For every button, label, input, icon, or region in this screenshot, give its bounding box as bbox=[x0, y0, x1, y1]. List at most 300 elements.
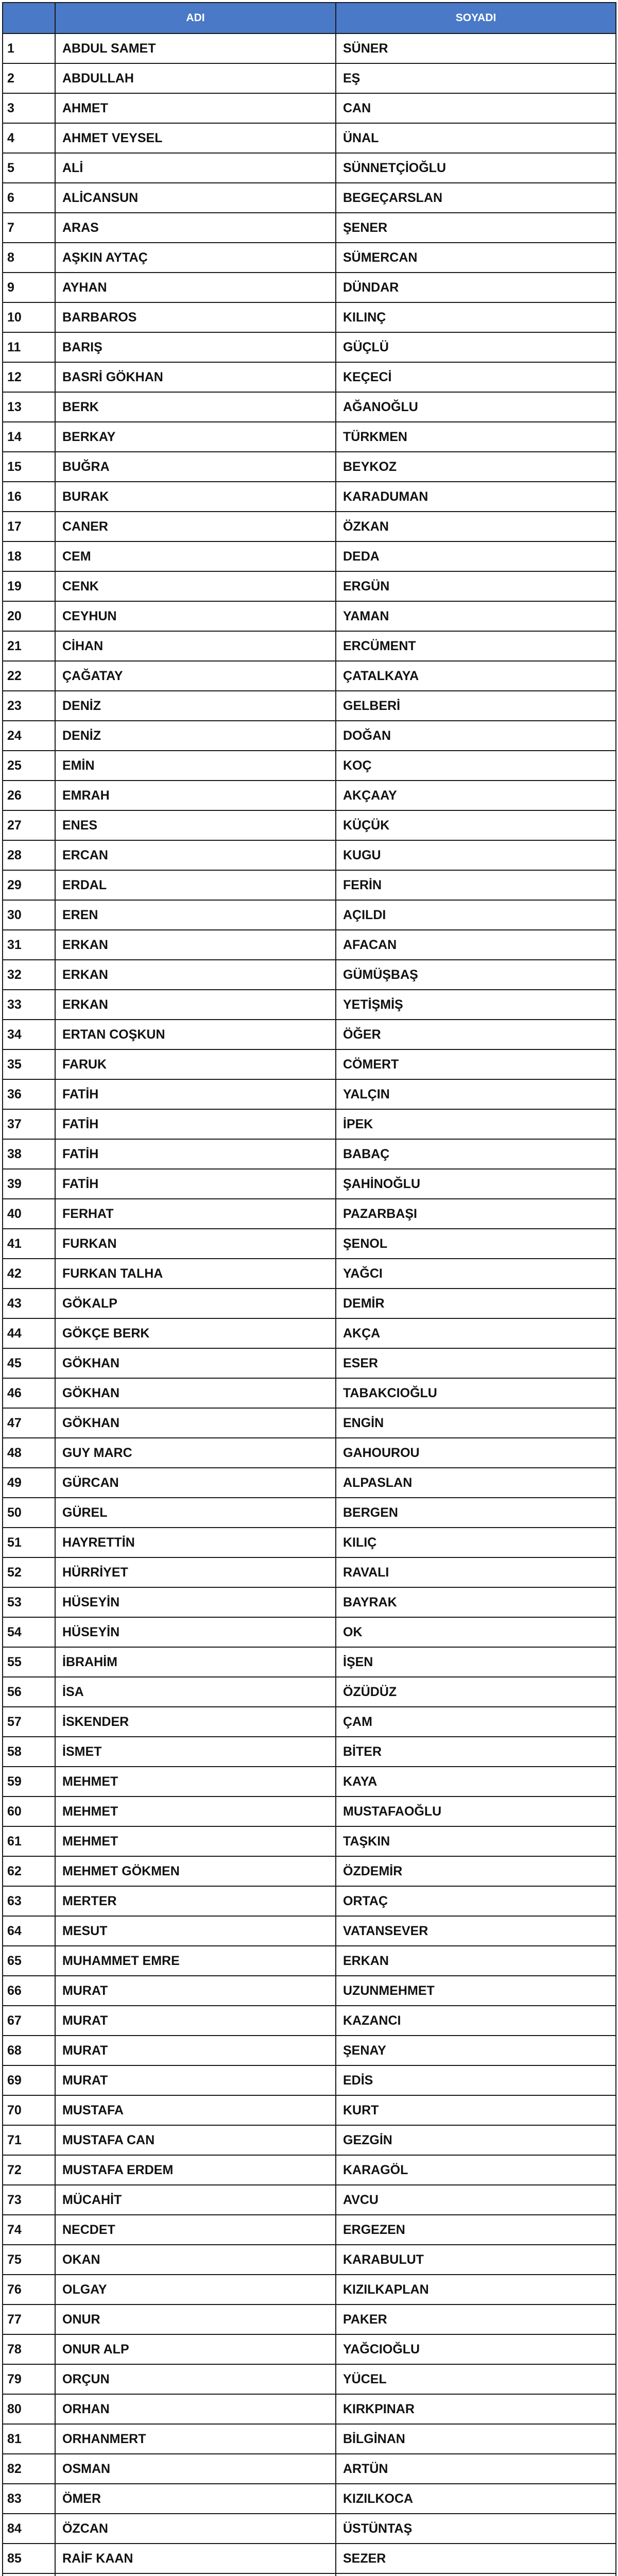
last-name-cell: PAKER bbox=[336, 2304, 616, 2334]
row-number: 68 bbox=[3, 2036, 55, 2065]
table-row bbox=[3, 1408, 616, 1438]
first-name-cell: ONUR ALP bbox=[55, 2334, 336, 2364]
first-name-cell: MUSTAFA CAN bbox=[55, 2125, 336, 2155]
last-name-cell: ÜSTÜNTAŞ bbox=[336, 2514, 616, 2544]
table-row bbox=[3, 2454, 616, 2484]
last-name-cell: ORTAÇ bbox=[336, 1886, 616, 1916]
last-name-cell: ŞAHİNOĞLU bbox=[336, 1169, 616, 1199]
first-name-cell: FURKAN bbox=[55, 1229, 336, 1259]
first-name-cell: MURAT bbox=[55, 2065, 336, 2095]
last-name-cell: KILINÇ bbox=[336, 302, 616, 332]
last-name-cell: EDİS bbox=[336, 2065, 616, 2095]
table-row bbox=[3, 990, 616, 1020]
last-name-cell: KARAGÖL bbox=[336, 2155, 616, 2185]
row-number: 81 bbox=[3, 2424, 55, 2454]
row-number: 33 bbox=[3, 990, 55, 1020]
table-row bbox=[3, 1079, 616, 1109]
last-name-cell: YAĞCIOĞLU bbox=[336, 2334, 616, 2364]
last-name-cell: MUSTAFAOĞLU bbox=[336, 1797, 616, 1826]
last-name-cell: BERGEN bbox=[336, 1498, 616, 1528]
row-number: 82 bbox=[3, 2454, 55, 2484]
last-name-cell: AFACAN bbox=[336, 930, 616, 960]
table-row bbox=[3, 601, 616, 631]
first-name-cell: GUY MARC bbox=[55, 1438, 336, 1468]
table-row bbox=[3, 2006, 616, 2036]
header-first-name: ADI bbox=[55, 3, 336, 33]
table-row bbox=[3, 930, 616, 960]
last-name-cell: KURT bbox=[336, 2095, 616, 2125]
first-name-cell: İSA bbox=[55, 1677, 336, 1707]
first-name-cell: EREN bbox=[55, 900, 336, 930]
row-number: 26 bbox=[3, 781, 55, 810]
table-row bbox=[3, 1259, 616, 1289]
last-name-cell: ÜNAL bbox=[336, 123, 616, 153]
table-row bbox=[3, 93, 616, 123]
first-name-cell: CENK bbox=[55, 571, 336, 601]
table-row bbox=[3, 721, 616, 751]
row-number: 35 bbox=[3, 1049, 55, 1079]
last-name-cell: AĞANOĞLU bbox=[336, 392, 616, 422]
header-last-name: SOYADI bbox=[336, 3, 616, 33]
last-name-cell: SÜNNETÇİOĞLU bbox=[336, 153, 616, 183]
table-row bbox=[3, 571, 616, 601]
last-name-cell: DOĞAN bbox=[336, 721, 616, 751]
table-row bbox=[3, 2215, 616, 2245]
first-name-cell: ABDULLAH bbox=[55, 63, 336, 93]
row-number: 62 bbox=[3, 1856, 55, 1886]
first-name-cell: BARIŞ bbox=[55, 332, 336, 362]
row-number: 42 bbox=[3, 1259, 55, 1289]
first-name-cell: AYHAN bbox=[55, 273, 336, 302]
row-number: 78 bbox=[3, 2334, 55, 2364]
table-row bbox=[3, 541, 616, 571]
row-number: 6 bbox=[3, 183, 55, 213]
table-row bbox=[3, 661, 616, 691]
row-number: 27 bbox=[3, 810, 55, 840]
first-name-cell: FARUK bbox=[55, 1049, 336, 1079]
table-row bbox=[3, 2394, 616, 2424]
table-row bbox=[3, 1378, 616, 1408]
first-name-cell: BUĞRA bbox=[55, 452, 336, 482]
first-name-cell: ABDUL SAMET bbox=[55, 33, 336, 63]
row-number: 11 bbox=[3, 332, 55, 362]
last-name-cell: YETİŞMİŞ bbox=[336, 990, 616, 1020]
table-row bbox=[3, 1199, 616, 1229]
first-name-cell: MÜCAHİT bbox=[55, 2185, 336, 2215]
row-number: 69 bbox=[3, 2065, 55, 2095]
last-name-cell: YALÇIN bbox=[336, 1079, 616, 1109]
first-name-cell: ENES bbox=[55, 810, 336, 840]
row-number: 34 bbox=[3, 1020, 55, 1049]
last-name-cell: BİTER bbox=[336, 1737, 616, 1767]
last-name-cell: AKÇAAY bbox=[336, 781, 616, 810]
row-number: 80 bbox=[3, 2394, 55, 2424]
table-row bbox=[3, 2275, 616, 2304]
last-name-cell: BABAÇ bbox=[336, 1139, 616, 1169]
row-number: 2 bbox=[3, 63, 55, 93]
last-name-cell: KAYA bbox=[336, 1767, 616, 1797]
table-row bbox=[3, 213, 616, 243]
row-number: 76 bbox=[3, 2275, 55, 2304]
table-row bbox=[3, 1856, 616, 1886]
row-number: 21 bbox=[3, 631, 55, 661]
last-name-cell: ŞENAY bbox=[336, 2036, 616, 2065]
row-number: 75 bbox=[3, 2245, 55, 2275]
last-name-cell: KIZILKOCA bbox=[336, 2484, 616, 2514]
last-name-cell: ÇATALKAYA bbox=[336, 661, 616, 691]
first-name-cell: ALİCANSUN bbox=[55, 183, 336, 213]
row-number: 55 bbox=[3, 1647, 55, 1677]
last-name-cell: TABAKCIOĞLU bbox=[336, 1378, 616, 1408]
table-row bbox=[3, 2334, 616, 2364]
row-number: 64 bbox=[3, 1916, 55, 1946]
last-name-cell: ÖZÜDÜZ bbox=[336, 1677, 616, 1707]
table-row bbox=[3, 183, 616, 213]
table-row bbox=[3, 362, 616, 392]
first-name-cell: BASRİ GÖKHAN bbox=[55, 362, 336, 392]
table-row bbox=[3, 1797, 616, 1826]
last-name-cell: ENGİN bbox=[336, 1408, 616, 1438]
row-number: 53 bbox=[3, 1587, 55, 1617]
table-row bbox=[3, 392, 616, 422]
row-number: 46 bbox=[3, 1378, 55, 1408]
table-row bbox=[3, 2484, 616, 2514]
table-row bbox=[3, 1348, 616, 1378]
table-row bbox=[3, 2036, 616, 2065]
table-row bbox=[3, 1647, 616, 1677]
row-number: 18 bbox=[3, 541, 55, 571]
row-number: 45 bbox=[3, 1348, 55, 1378]
last-name-cell: OK bbox=[336, 1617, 616, 1647]
row-number: 77 bbox=[3, 2304, 55, 2334]
row-number: 43 bbox=[3, 1289, 55, 1318]
row-number: 1 bbox=[3, 33, 55, 63]
header-row bbox=[3, 3, 616, 33]
last-name-cell: EŞ bbox=[336, 63, 616, 93]
row-number: 4 bbox=[3, 123, 55, 153]
last-name-cell: CAN bbox=[336, 93, 616, 123]
last-name-cell: YAĞCI bbox=[336, 1259, 616, 1289]
row-number: 71 bbox=[3, 2125, 55, 2155]
table-row bbox=[3, 691, 616, 721]
first-name-cell: MUHAMMET EMRE bbox=[55, 1946, 336, 1976]
first-name-cell: MUSTAFA ERDEM bbox=[55, 2155, 336, 2185]
first-name-cell: MEHMET bbox=[55, 1767, 336, 1797]
table-row bbox=[3, 2245, 616, 2275]
row-number: 30 bbox=[3, 900, 55, 930]
last-name-cell: BEYKOZ bbox=[336, 452, 616, 482]
first-name-cell: OSMAN bbox=[55, 2454, 336, 2484]
first-name-cell: HAYRETTİN bbox=[55, 1528, 336, 1557]
table-row bbox=[3, 1049, 616, 1079]
first-name-cell: ALİ bbox=[55, 153, 336, 183]
row-number: 7 bbox=[3, 213, 55, 243]
last-name-cell: ESER bbox=[336, 1348, 616, 1378]
last-name-cell: SEZER bbox=[336, 2544, 616, 2573]
table-row bbox=[3, 153, 616, 183]
last-name-cell: ERCÜMENT bbox=[336, 631, 616, 661]
table-row bbox=[3, 751, 616, 781]
first-name-cell: AHMET VEYSEL bbox=[55, 123, 336, 153]
row-number: 17 bbox=[3, 512, 55, 541]
last-name-cell: ERGEZEN bbox=[336, 2215, 616, 2245]
row-number: 23 bbox=[3, 691, 55, 721]
row-number: 60 bbox=[3, 1797, 55, 1826]
table-row bbox=[3, 900, 616, 930]
row-number: 48 bbox=[3, 1438, 55, 1468]
first-name-cell: ARAS bbox=[55, 213, 336, 243]
last-name-cell: KARABULUT bbox=[336, 2245, 616, 2275]
first-name-cell: FATİH bbox=[55, 1079, 336, 1109]
last-name-cell: ÇAM bbox=[336, 1707, 616, 1737]
table-row bbox=[3, 2095, 616, 2125]
first-name-cell: MEHMET bbox=[55, 1797, 336, 1826]
last-name-cell bbox=[336, 2573, 616, 2576]
last-name-cell: ÖĞER bbox=[336, 1020, 616, 1049]
table-row bbox=[3, 1587, 616, 1617]
last-name-cell: TAŞKIN bbox=[336, 1826, 616, 1856]
last-name-cell: ALPASLAN bbox=[336, 1468, 616, 1498]
first-name-cell: GÖKÇE BERK bbox=[55, 1318, 336, 1348]
row-number: 37 bbox=[3, 1109, 55, 1139]
first-name-cell: İBRAHİM bbox=[55, 1647, 336, 1677]
row-number: 70 bbox=[3, 2095, 55, 2125]
last-name-cell: BİLGİNAN bbox=[336, 2424, 616, 2454]
table-row bbox=[3, 2155, 616, 2185]
last-name-cell: İŞEN bbox=[336, 1647, 616, 1677]
row-number: 58 bbox=[3, 1737, 55, 1767]
first-name-cell: HÜSEYİN bbox=[55, 1587, 336, 1617]
row-number: 50 bbox=[3, 1498, 55, 1528]
row-number: 66 bbox=[3, 1976, 55, 2006]
table-row bbox=[3, 452, 616, 482]
table-row bbox=[3, 2364, 616, 2394]
row-number: 57 bbox=[3, 1707, 55, 1737]
first-name-cell: OKAN bbox=[55, 2245, 336, 2275]
first-name-cell: ERKAN bbox=[55, 990, 336, 1020]
first-name-cell: GÖKHAN bbox=[55, 1408, 336, 1438]
table-row bbox=[3, 1528, 616, 1557]
first-name-cell: AŞKIN AYTAÇ bbox=[55, 243, 336, 273]
first-name-cell: BURAK bbox=[55, 482, 336, 512]
first-name-cell: ORÇUN bbox=[55, 2364, 336, 2394]
first-name-cell: MURAT bbox=[55, 2036, 336, 2065]
table-row bbox=[3, 810, 616, 840]
last-name-cell: YAMAN bbox=[336, 601, 616, 631]
row-number: 15 bbox=[3, 452, 55, 482]
table-row bbox=[3, 1318, 616, 1348]
table-row bbox=[3, 302, 616, 332]
last-name-cell: KÜÇÜK bbox=[336, 810, 616, 840]
first-name-cell: ORHAN bbox=[55, 2394, 336, 2424]
table-row bbox=[3, 1946, 616, 1976]
row-number: 52 bbox=[3, 1557, 55, 1587]
last-name-cell: GEZGİN bbox=[336, 2125, 616, 2155]
last-name-cell: SÜMERCAN bbox=[336, 243, 616, 273]
row-number: 10 bbox=[3, 302, 55, 332]
last-name-cell: GÜMÜŞBAŞ bbox=[336, 960, 616, 990]
table-row bbox=[3, 1438, 616, 1468]
first-name-cell: FATİH bbox=[55, 1109, 336, 1139]
last-name-cell: ERGÜN bbox=[336, 571, 616, 601]
row-number: 28 bbox=[3, 840, 55, 870]
table-row bbox=[3, 1557, 616, 1587]
row-number bbox=[3, 2573, 55, 2576]
first-name-cell: İSMET bbox=[55, 1737, 336, 1767]
table-row bbox=[3, 1707, 616, 1737]
row-number: 83 bbox=[3, 2484, 55, 2514]
row-number: 85 bbox=[3, 2544, 55, 2573]
last-name-cell: KARADUMAN bbox=[336, 482, 616, 512]
last-name-cell: DEDA bbox=[336, 541, 616, 571]
table-row bbox=[3, 33, 616, 63]
first-name-cell: BERK bbox=[55, 392, 336, 422]
row-number: 84 bbox=[3, 2514, 55, 2544]
first-name-cell bbox=[55, 2573, 336, 2576]
row-number: 56 bbox=[3, 1677, 55, 1707]
last-name-cell: FERİN bbox=[336, 870, 616, 900]
first-name-cell: GÜREL bbox=[55, 1498, 336, 1528]
first-name-cell: MURAT bbox=[55, 1976, 336, 2006]
first-name-cell: HÜRRİYET bbox=[55, 1557, 336, 1587]
first-name-cell: İSKENDER bbox=[55, 1707, 336, 1737]
first-name-cell: BARBAROS bbox=[55, 302, 336, 332]
table-row bbox=[3, 1826, 616, 1856]
first-name-cell: MEHMET GÖKMEN bbox=[55, 1856, 336, 1886]
first-name-cell: ORHANMERT bbox=[55, 2424, 336, 2454]
table-row bbox=[3, 840, 616, 870]
first-name-cell: MUSTAFA bbox=[55, 2095, 336, 2125]
last-name-cell: RAVALI bbox=[336, 1557, 616, 1587]
row-number: 5 bbox=[3, 153, 55, 183]
row-number: 61 bbox=[3, 1826, 55, 1856]
first-name-cell: GÜRCAN bbox=[55, 1468, 336, 1498]
table-row bbox=[3, 2065, 616, 2095]
table-row bbox=[3, 273, 616, 302]
last-name-cell: İPEK bbox=[336, 1109, 616, 1139]
first-name-cell: ERTAN COŞKUN bbox=[55, 1020, 336, 1049]
last-name-cell: GÜÇLÜ bbox=[336, 332, 616, 362]
first-name-cell: MERTER bbox=[55, 1886, 336, 1916]
row-number: 16 bbox=[3, 482, 55, 512]
table-row bbox=[3, 1139, 616, 1169]
row-number: 51 bbox=[3, 1528, 55, 1557]
last-name-cell: KIZILKAPLAN bbox=[336, 2275, 616, 2304]
table-row bbox=[3, 482, 616, 512]
row-number: 29 bbox=[3, 870, 55, 900]
first-name-cell: DENİZ bbox=[55, 721, 336, 751]
name-table bbox=[2, 2, 616, 2576]
first-name-cell: FERHAT bbox=[55, 1199, 336, 1229]
last-name-cell: ÖZKAN bbox=[336, 512, 616, 541]
first-name-cell: EMRAH bbox=[55, 781, 336, 810]
table-row bbox=[3, 2185, 616, 2215]
first-name-cell: GÖKHAN bbox=[55, 1348, 336, 1378]
table-row bbox=[3, 1767, 616, 1797]
first-name-cell: CEM bbox=[55, 541, 336, 571]
row-number: 67 bbox=[3, 2006, 55, 2036]
row-number: 41 bbox=[3, 1229, 55, 1259]
row-number: 40 bbox=[3, 1199, 55, 1229]
table-body bbox=[3, 33, 616, 2576]
table-row bbox=[3, 1498, 616, 1528]
last-name-cell: AKÇA bbox=[336, 1318, 616, 1348]
row-number: 20 bbox=[3, 601, 55, 631]
last-name-cell: ÖZDEMİR bbox=[336, 1856, 616, 1886]
last-name-cell: DEMİR bbox=[336, 1289, 616, 1318]
row-number: 32 bbox=[3, 960, 55, 990]
table-row bbox=[3, 63, 616, 93]
table-row bbox=[3, 1229, 616, 1259]
row-number: 36 bbox=[3, 1079, 55, 1109]
last-name-cell: AÇILDI bbox=[336, 900, 616, 930]
row-number: 74 bbox=[3, 2215, 55, 2245]
first-name-cell: ÇAĞATAY bbox=[55, 661, 336, 691]
last-name-cell: SÜNER bbox=[336, 33, 616, 63]
first-name-cell: ERDAL bbox=[55, 870, 336, 900]
last-name-cell: BEGEÇARSLAN bbox=[336, 183, 616, 213]
row-number: 44 bbox=[3, 1318, 55, 1348]
row-number: 19 bbox=[3, 571, 55, 601]
first-name-cell: FURKAN TALHA bbox=[55, 1259, 336, 1289]
table-row bbox=[3, 512, 616, 541]
last-name-cell: PAZARBAŞI bbox=[336, 1199, 616, 1229]
last-name-cell: BAYRAK bbox=[336, 1587, 616, 1617]
table-row bbox=[3, 1468, 616, 1498]
row-number: 54 bbox=[3, 1617, 55, 1647]
last-name-cell: ARTÜN bbox=[336, 2454, 616, 2484]
last-name-cell: KUGU bbox=[336, 840, 616, 870]
last-name-cell: YÜCEL bbox=[336, 2364, 616, 2394]
first-name-cell: OLGAY bbox=[55, 2275, 336, 2304]
first-name-cell: MESUT bbox=[55, 1916, 336, 1946]
last-name-cell: KEÇECİ bbox=[336, 362, 616, 392]
row-number: 31 bbox=[3, 930, 55, 960]
table-row bbox=[3, 1916, 616, 1946]
first-name-cell: NECDET bbox=[55, 2215, 336, 2245]
last-name-cell: KAZANCI bbox=[336, 2006, 616, 2036]
first-name-cell: RAİF KAAN bbox=[55, 2544, 336, 2573]
table-row bbox=[3, 1677, 616, 1707]
row-number: 73 bbox=[3, 2185, 55, 2215]
table-row bbox=[3, 1020, 616, 1049]
table-row bbox=[3, 1169, 616, 1199]
row-number: 24 bbox=[3, 721, 55, 751]
table-row bbox=[3, 2514, 616, 2544]
table-row bbox=[3, 2125, 616, 2155]
first-name-cell: ERCAN bbox=[55, 840, 336, 870]
table-row bbox=[3, 870, 616, 900]
first-name-cell: CEYHUN bbox=[55, 601, 336, 631]
row-number: 39 bbox=[3, 1169, 55, 1199]
row-number: 3 bbox=[3, 93, 55, 123]
first-name-cell: CİHAN bbox=[55, 631, 336, 661]
first-name-cell: DENİZ bbox=[55, 691, 336, 721]
last-name-cell: DÜNDAR bbox=[336, 273, 616, 302]
spreadsheet bbox=[2, 2, 615, 2576]
last-name-cell: TÜRKMEN bbox=[336, 422, 616, 452]
first-name-cell: HÜSEYİN bbox=[55, 1617, 336, 1647]
first-name-cell: CANER bbox=[55, 512, 336, 541]
table-row bbox=[3, 1886, 616, 1916]
row-number: 12 bbox=[3, 362, 55, 392]
table-row bbox=[3, 2573, 616, 2576]
row-number: 63 bbox=[3, 1886, 55, 1916]
row-number: 13 bbox=[3, 392, 55, 422]
table-row bbox=[3, 960, 616, 990]
last-name-cell: KOÇ bbox=[336, 751, 616, 781]
first-name-cell: MURAT bbox=[55, 2006, 336, 2036]
